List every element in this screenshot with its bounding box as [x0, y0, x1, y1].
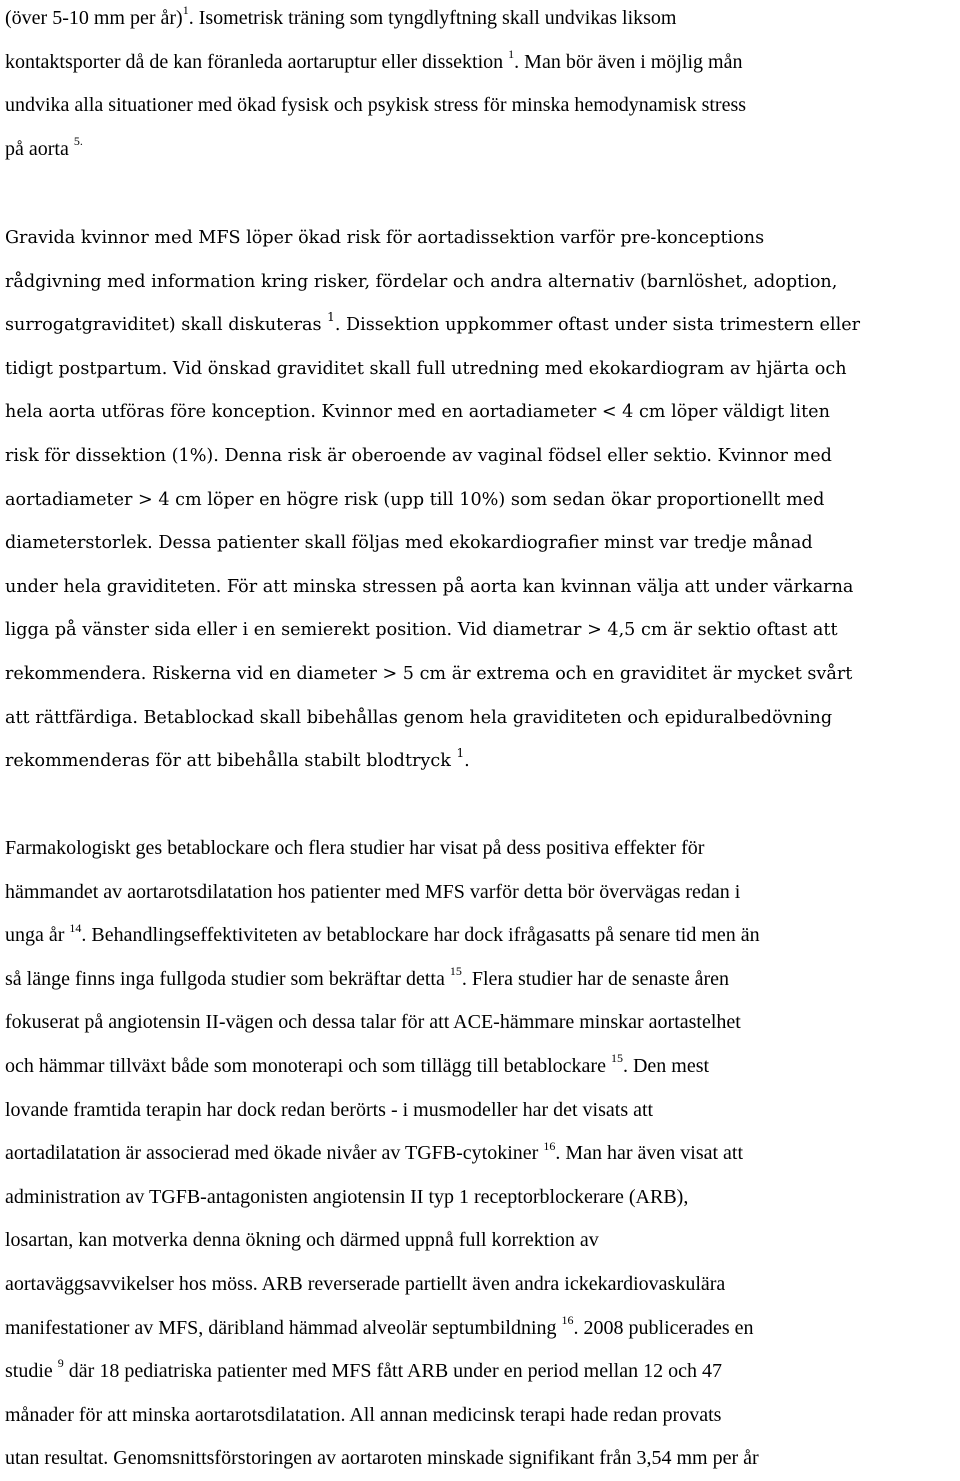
text-run: fokuserat på angiotensin II-vägen och dessa talar för att ACE-hämmare minskar aortastelhet: [5, 1011, 741, 1034]
text-run: . Behandlingseffektiviteten av betablockare har dock ifrågasatts på senare tid men än: [81, 924, 760, 947]
text-line: [5, 522, 860, 566]
text-line: [5, 740, 860, 784]
text-run: Farmakologiskt ges betablockare och flera studier har visat på dess positiva effekter för: [5, 837, 705, 859]
text-run: . Man bör även i möjlig mån: [514, 50, 743, 73]
text-line: [5, 1394, 760, 1438]
paragraph-pregnancy: [5, 217, 860, 784]
text-run: hela aorta utföras före konception. Kvinnor med en aortadiameter < 4 cm löper väldigt liten: [5, 402, 830, 423]
text-run: (över 5-10 mm per år): [5, 7, 183, 29]
text-run: . Isometrisk träning som tyngdlyftning skall undvikas liksom: [188, 7, 677, 29]
citation-superscript: 15: [610, 1051, 623, 1066]
citation-superscript: 5.: [73, 134, 83, 149]
text-run: undvika alla situationer med ökad fysisk och psykisk stress för minska hemodynamisk stress: [5, 94, 747, 117]
text-line: [5, 1263, 760, 1307]
text-line: [5, 479, 860, 523]
text-run: . Dissektion uppkommer oftast under sista trimestern eller: [334, 315, 861, 336]
paragraph-exercise-advice: [5, 0, 746, 171]
text-run: .: [464, 751, 470, 772]
text-line: [5, 41, 746, 85]
text-line: [5, 697, 860, 741]
text-run: diameterstorlek. Dessa patienter skall följas med ekokardiografier minst var tredje månad: [5, 533, 813, 554]
text-line: [5, 1089, 760, 1133]
text-line: [5, 958, 760, 1002]
text-line: [5, 1307, 760, 1351]
text-run: aortadiameter > 4 cm löper en högre risk (upp till 10%) som sedan ökar proportionellt med: [5, 489, 825, 510]
text-run: . Den mest: [622, 1054, 710, 1077]
text-run: tidigt postpartum. Vid önskad graviditet skall full utredning med ekokardiogram av hjärta och: [5, 358, 847, 379]
text-run: ligga på vänster sida eller i en semierekt position. Vid diametrar > 4,5 cm är sektio oftast att: [5, 620, 838, 641]
text-line: [5, 391, 860, 435]
text-run: utan resultat. Genomsnittsförstoringen av aortaroten minskade signifikant från 3,54 mm per år: [5, 1447, 759, 1470]
text-run: . 2008 publicerades en: [573, 1316, 754, 1339]
text-run: Gravida kvinnor med MFS löper ökad risk för aortadissektion varför pre-konceptions: [5, 228, 765, 248]
text-line: [5, 1350, 760, 1394]
text-line: [5, 1045, 760, 1089]
text-run: losartan, kan motverka denna ökning och därmed uppnå full korrektion av: [5, 1229, 599, 1252]
text-run: att rättfärdiga. Betablockad skall bibehållas genom hela graviditeten och epiduralbedövning: [5, 707, 833, 728]
text-line: [5, 566, 860, 610]
text-line: [5, 871, 760, 915]
citation-superscript: 15: [449, 964, 462, 979]
text-run: aortadilatation är associerad med ökade nivåer av TGFB-cytokiner: [5, 1142, 544, 1165]
text-run: risk för dissektion (1%). Denna risk är oberoende av vaginal födsel eller sektio. Kvinnor med: [5, 445, 832, 466]
text-line: [5, 435, 860, 479]
text-run: kontaktsporter då de kan föranleda aortaruptur eller dissektion: [5, 50, 509, 73]
text-line: [5, 217, 860, 261]
text-line: [5, 128, 746, 172]
citation-superscript: 16: [561, 1312, 574, 1327]
citation-superscript: 1: [327, 310, 335, 325]
text-line: [5, 0, 746, 41]
text-line: [5, 1437, 760, 1481]
text-line: [5, 914, 760, 958]
text-run: under hela graviditeten. För att minska stressen på aorta kan kvinnan välja att under värkarna: [5, 576, 854, 597]
text-line: [5, 304, 860, 348]
paragraph-pharmacology: [5, 827, 760, 1481]
citation-superscript: 1: [182, 3, 189, 18]
text-run: där 18 pediatriska patienter med MFS fått ARB under en period mellan 12 och 47: [63, 1360, 722, 1383]
text-line: [5, 827, 760, 871]
text-run: rekommendera. Riskerna vid en diameter > 5 cm är extrema och en graviditet är mycket svårt: [5, 663, 853, 684]
text-run: . Flera studier har de senaste åren: [461, 967, 729, 990]
text-line: [5, 84, 746, 128]
text-run: på aorta: [5, 137, 74, 160]
text-line: [5, 609, 860, 653]
text-line: [5, 1132, 760, 1176]
text-line: [5, 1219, 760, 1263]
text-run: lovande framtida terapin har dock redan berörts - i musmodeller har det visats att: [5, 1098, 654, 1121]
citation-superscript: 1: [456, 746, 465, 761]
text-run: studie: [5, 1360, 58, 1383]
text-run: aortaväggsavvikelser hos möss. ARB reverserade partiellt även andra ickekardiovaskulära: [5, 1272, 726, 1295]
text-run: och hämmar tillväxt både som monoterapi och som tillägg till betablockare: [5, 1054, 611, 1077]
text-run: unga år: [5, 924, 70, 947]
citation-superscript: 14: [69, 920, 82, 935]
text-line: [5, 1001, 760, 1045]
text-run: surrogatgraviditet) skall diskuteras: [5, 315, 328, 336]
text-line: [5, 348, 860, 392]
text-line: [5, 653, 860, 697]
text-line: [5, 1176, 760, 1220]
text-run: . Man har även visat att: [555, 1142, 744, 1165]
citation-superscript: 16: [543, 1138, 556, 1153]
text-run: hämmandet av aortarotsdilatation hos patienter med MFS varför detta bör övervägas redan i: [5, 880, 741, 903]
citation-superscript: 1: [508, 46, 515, 61]
text-line: [5, 261, 860, 305]
text-run: så länge finns inga fullgoda studier som bekräftar detta: [5, 967, 450, 990]
citation-superscript: 9: [57, 1356, 64, 1371]
text-run: rekommenderas för att bibehålla stabilt blodtryck: [5, 751, 457, 772]
text-run: rådgivning med information kring risker, fördelar och andra alternativ (barnlöshet, adoption,: [5, 271, 838, 292]
text-run: manifestationer av MFS, däribland hämmad alveolär septumbildning: [5, 1316, 562, 1339]
text-run: månader för att minska aortarotsdilatation. All annan medicinsk terapi hade redan provats: [5, 1403, 722, 1426]
text-run: administration av TGFB-antagonisten angiotensin II typ 1 receptorblockerare (ARB),: [5, 1185, 689, 1208]
